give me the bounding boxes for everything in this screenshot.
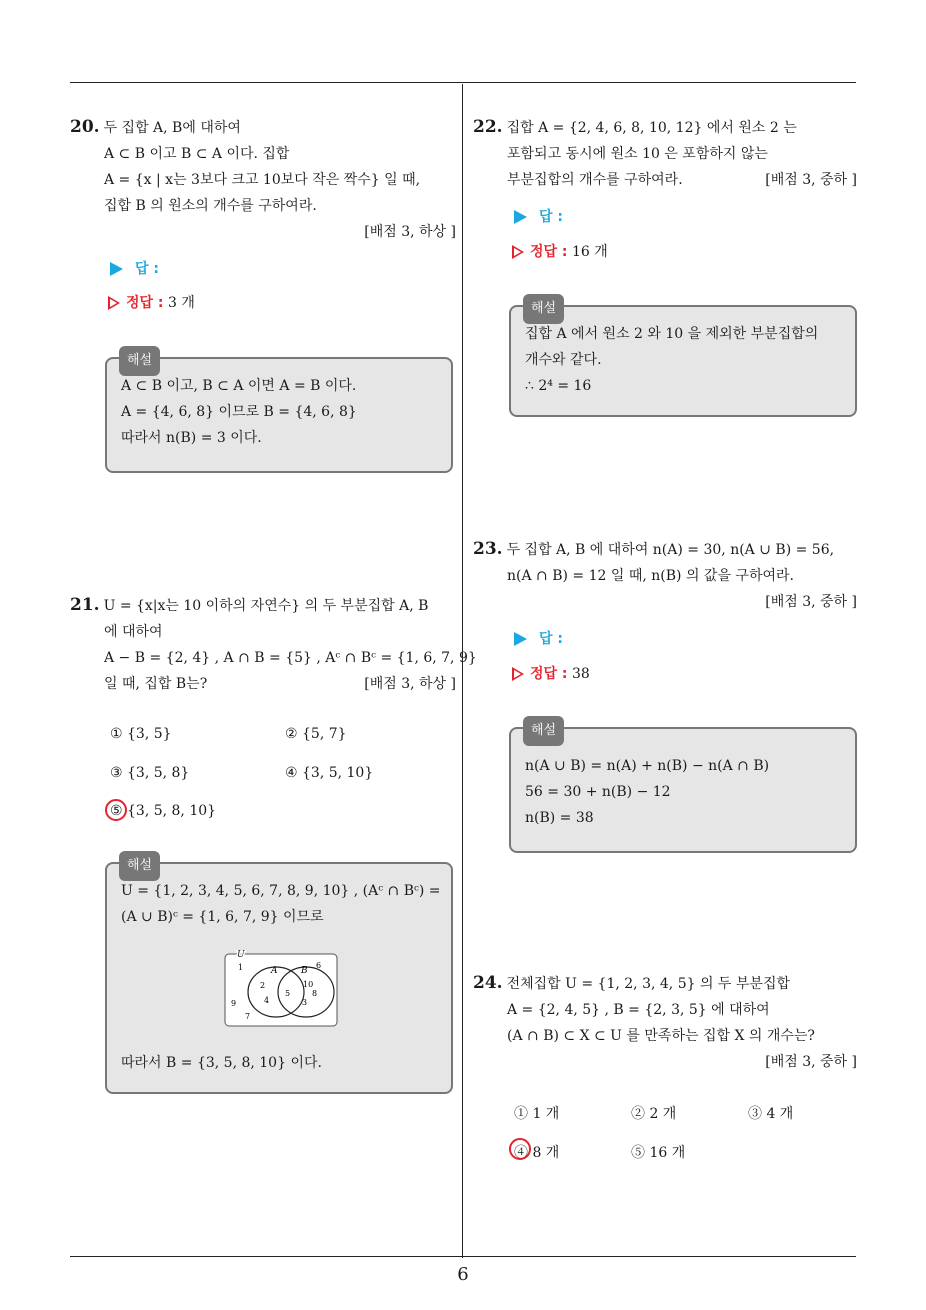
explanation-line: ∴ 2⁴ = 16: [525, 378, 592, 394]
explanation-tag: 해설: [523, 294, 564, 324]
triangle-icon: [514, 210, 527, 224]
venn-number: 1: [238, 963, 244, 972]
question-number: 21.: [70, 595, 100, 615]
explanation-line: A ⊂ B 이고, B ⊂ A 이면 A = B 이다.: [121, 378, 357, 394]
explanation-line: U = {1, 2, 3, 4, 5, 6, 7, 8, 9, 10} , (Aᶜ ∩ Bᶜ) =: [121, 883, 441, 899]
column-divider: [462, 84, 463, 1258]
outline-triangle-icon: [108, 296, 120, 310]
answer-key: 정답 : 16 개: [512, 241, 608, 261]
question-22: [473, 114, 857, 193]
explanation-line: 집합 A 에서 원소 2 와 10 을 제외한 부분집합의: [525, 326, 819, 342]
choice-4[interactable]: ④ {3, 5, 10}: [285, 765, 374, 781]
choice-5[interactable]: ⑤ 16 개: [631, 1145, 686, 1161]
venn-number: 7: [245, 1012, 251, 1021]
explanation-line: 개수와 같다.: [525, 352, 602, 368]
question-23: [473, 536, 857, 615]
question-20: [70, 114, 456, 245]
question-number: 23.: [473, 539, 503, 559]
venn-number: 8: [312, 989, 318, 998]
question-21: [70, 592, 477, 697]
venn-label-a: A: [271, 966, 278, 976]
explanation-line: n(B) = 38: [525, 810, 594, 826]
question-text: A = {2, 4, 5} , B = {2, 3, 5} 에 대하여: [507, 1002, 770, 1018]
question-text: 전체집합 U = {1, 2, 3, 4, 5} 의 두 부분집합: [506, 976, 791, 992]
explanation-tag: 해설: [119, 346, 160, 376]
selected-answer-circle: [105, 799, 127, 821]
choice-2[interactable]: ② {5, 7}: [285, 726, 347, 742]
explanation-line: 56 = 30 + n(B) − 12: [525, 784, 671, 800]
explanation-line: n(A ∪ B) = n(A) + n(B) − n(A ∩ B): [525, 758, 770, 774]
venn-number: 2: [260, 981, 266, 990]
question-text: n(A ∩ B) = 12 일 때, n(B) 의 값을 구하여라.: [507, 568, 794, 584]
explanation-box: [105, 353, 453, 473]
triangle-icon: [514, 632, 527, 646]
choice-1[interactable]: ① {3, 5}: [110, 726, 172, 742]
answer-key: 정답 : 3 개: [108, 292, 195, 312]
question-text: U = {x|x는 10 이하의 자연수} 의 두 부분집합 A, B: [103, 598, 429, 614]
explanation-line: (A ∪ B)ᶜ = {1, 6, 7, 9} 이므로: [121, 909, 324, 925]
explanation-tag: 해설: [119, 851, 160, 881]
bottom-rule: [70, 1256, 856, 1257]
score-info: [배점 3, 중하 ]: [765, 594, 857, 610]
question-text: A = {x | x는 3보다 크고 10보다 작은 짝수} 일 때,: [104, 172, 421, 188]
explanation-line: 따라서 B = {3, 5, 8, 10} 이다.: [121, 1055, 322, 1071]
question-number: 20.: [70, 117, 100, 137]
answer-key: 정답 : 38: [512, 663, 590, 683]
explanation-box: [509, 723, 857, 853]
venn-number: 4: [264, 996, 270, 1005]
answer-label: 답 :: [514, 206, 563, 226]
venn-label-u: U: [237, 950, 245, 960]
score-info: [배점 3, 하상 ]: [364, 224, 456, 240]
choice-4[interactable]: ④ 8 개: [514, 1145, 560, 1161]
outline-triangle-icon: [512, 245, 524, 259]
question-text: 집합 A = {2, 4, 6, 8, 10, 12} 에서 원소 2 는: [506, 120, 797, 136]
question-text: 일 때, 집합 B는?: [104, 676, 208, 692]
top-rule: [70, 82, 856, 83]
question-text: (A ∩ B) ⊂ X ⊂ U 를 만족하는 집합 X 의 개수는?: [507, 1028, 815, 1044]
question-24: [473, 970, 857, 1075]
explanation-line: A = {4, 6, 8} 이므로 B = {4, 6, 8}: [121, 404, 357, 420]
choice-3[interactable]: ③ 4 개: [748, 1106, 794, 1122]
page-number: 6: [457, 1264, 469, 1285]
question-text: A − B = {2, 4} , A ∩ B = {5} , Aᶜ ∩ Bᶜ = {1, 6, 7, 9}: [104, 650, 477, 666]
explanation-box: [105, 858, 453, 1094]
score-info: [배점 3, 중하 ]: [765, 1054, 857, 1070]
venn-number: 6: [316, 961, 322, 970]
outline-triangle-icon: [512, 667, 524, 681]
question-text: 집합 B 의 원소의 개수를 구하여라.: [104, 198, 317, 214]
triangle-icon: [110, 262, 123, 276]
answer-label: 답 :: [514, 628, 563, 648]
venn-number: 5: [285, 989, 291, 998]
question-number: 22.: [473, 117, 503, 137]
choice-2[interactable]: ② 2 개: [631, 1106, 677, 1122]
question-number: 24.: [473, 973, 503, 993]
score-info: [배점 3, 중하 ]: [765, 172, 857, 188]
question-text: 부분집합의 개수를 구하여라.: [507, 172, 683, 188]
question-text: A ⊂ B 이고 B ⊂ A 이다. 집합: [104, 146, 290, 162]
venn-number: 9: [231, 999, 237, 1008]
question-text: 포함되고 동시에 원소 10 은 포함하지 않는: [507, 146, 768, 162]
venn-number: 10: [303, 980, 314, 989]
choice-3[interactable]: ③ {3, 5, 8}: [110, 765, 190, 781]
explanation-box: [509, 301, 857, 417]
score-info: [배점 3, 하상 ]: [364, 676, 456, 692]
choice-5[interactable]: ⑤ {3, 5, 8, 10}: [110, 803, 217, 819]
question-text: 두 집합 A, B에 대하여: [103, 120, 241, 136]
question-text: 에 대하여: [104, 624, 163, 640]
answer-label: 답 :: [110, 258, 159, 278]
explanation-tag: 해설: [523, 716, 564, 746]
venn-number: 3: [302, 998, 308, 1007]
venn-diagram: [223, 950, 339, 1028]
venn-label-b: B: [301, 966, 308, 976]
selected-answer-circle: [509, 1138, 531, 1160]
question-text: 두 집합 A, B 에 대하여 n(A) = 30, n(A ∪ B) = 56,: [506, 542, 835, 558]
explanation-line: 따라서 n(B) = 3 이다.: [121, 430, 262, 446]
choice-1[interactable]: ① 1 개: [514, 1106, 560, 1122]
